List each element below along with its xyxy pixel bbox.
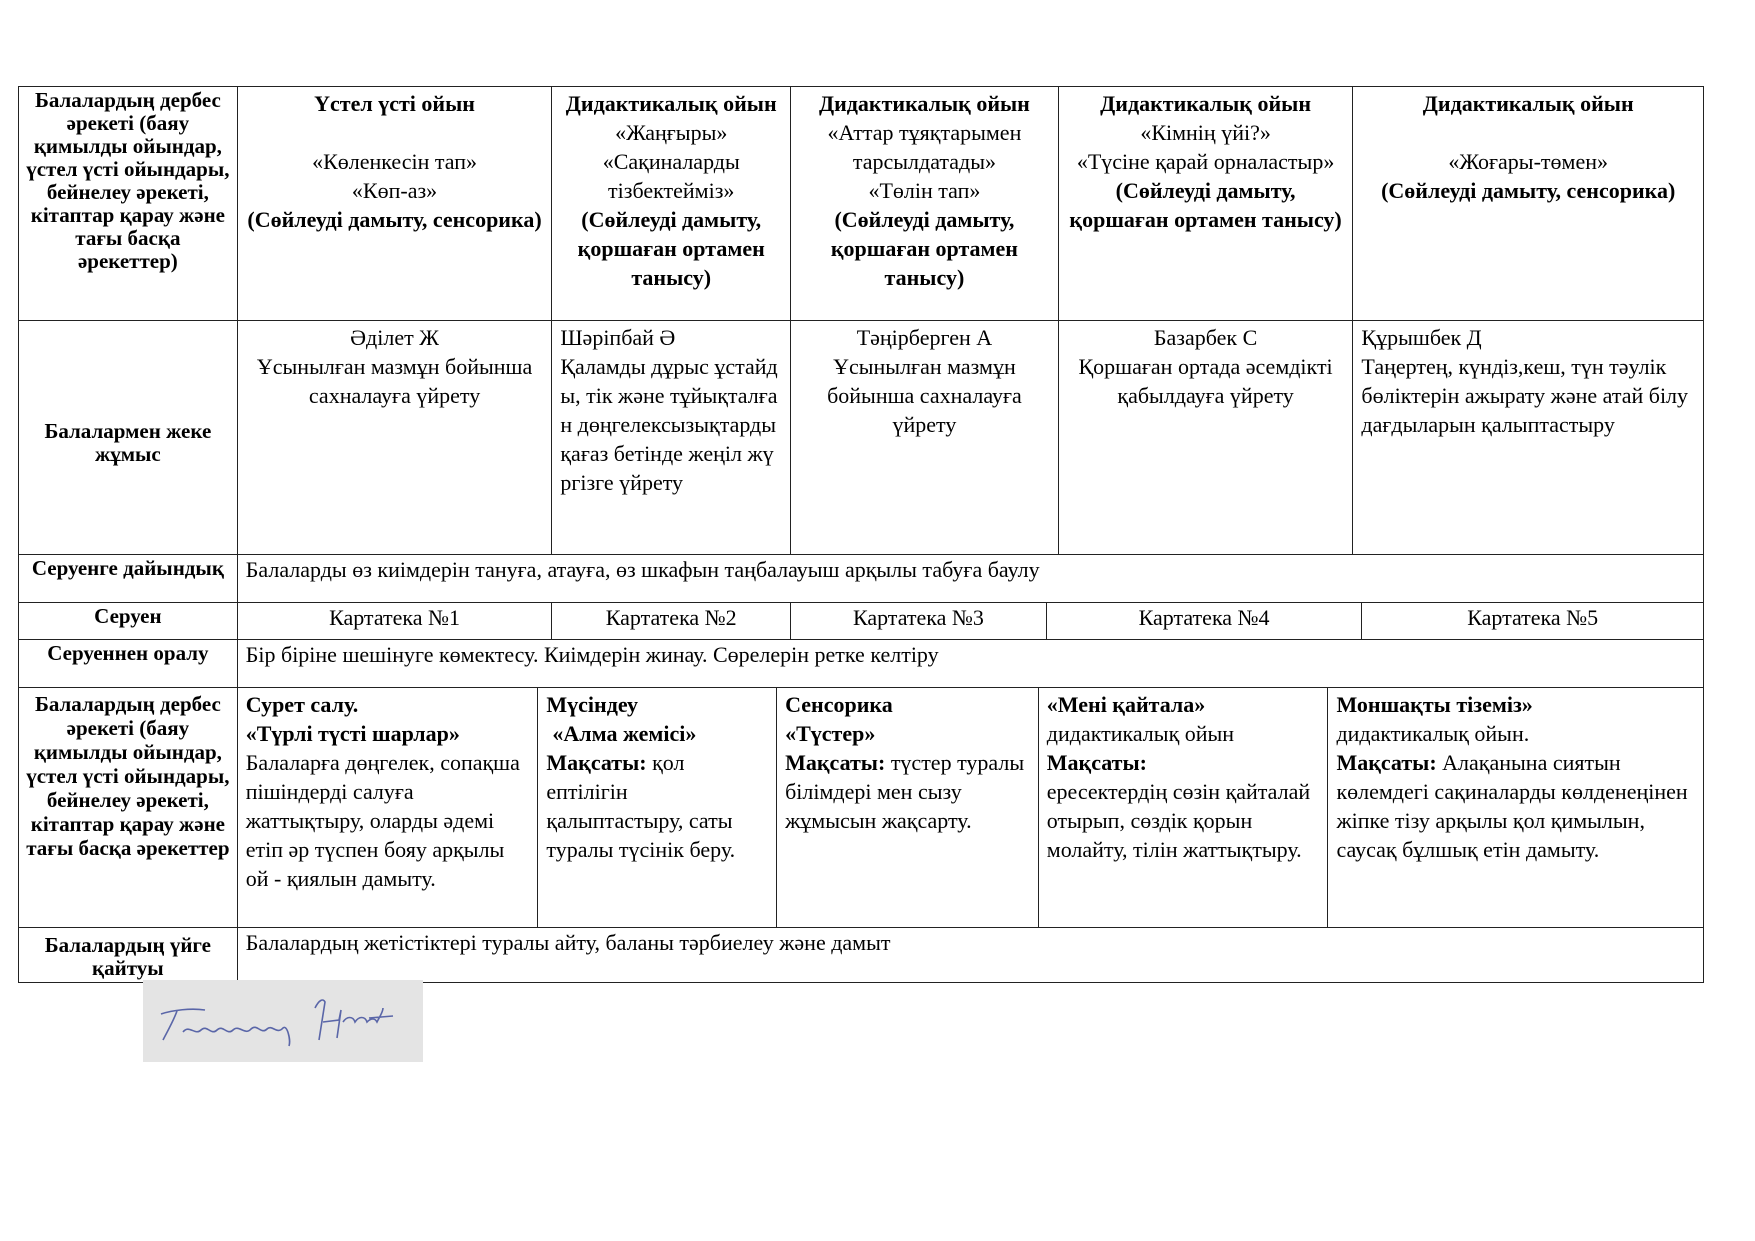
signature-stamp bbox=[143, 980, 423, 1062]
row-label-independent-2: Балалардың дербес әрекеті (баяу қимылды ойындар, үстел үсті ойындары, бейнелеу әрекеті, кітаптар қарау және тағы басқа әрекеттер bbox=[19, 688, 238, 927]
child-name: Әділет Ж bbox=[350, 325, 439, 350]
individual-cell-5 bbox=[1353, 321, 1703, 554]
game-heading: Үстел үсті ойын bbox=[314, 91, 475, 116]
game-goal: (Сөйлеуді дамыту, сенсорика) bbox=[1381, 178, 1676, 203]
game-name: «Сақиналарды тізбектейміз» bbox=[602, 149, 740, 203]
walk-card-5: Картатека №5 bbox=[1467, 605, 1599, 630]
game-heading: Дидактикалық ойын bbox=[818, 91, 1030, 116]
activity-title: «Мені қайтала» bbox=[1046, 692, 1206, 717]
activity-title: Сенсорика bbox=[785, 692, 893, 717]
games-row bbox=[18, 86, 1704, 320]
individual-task: Таңертең, күндіз,кеш, түн тәулік бөліктерін ажырату және атай білу дағдыларын қалыптастыру bbox=[1361, 354, 1689, 437]
walk-card-4: Картатека №4 bbox=[1047, 603, 1363, 639]
walk-prep-row bbox=[18, 554, 1704, 602]
game-goal: (Сөйлеуді дамыту, қоршаған ортамен танысу) bbox=[830, 207, 1018, 290]
game-heading: Дидактикалық ойын bbox=[1422, 91, 1634, 116]
activity-cell-2 bbox=[538, 688, 777, 927]
walk-card-1: Картатека №1 bbox=[238, 603, 553, 639]
individual-task: Ұсынылған мазмұн бойынша сахналауға үйрету bbox=[827, 354, 1022, 437]
goal-label: Мақсаты: bbox=[546, 750, 647, 775]
activity-title: Моншақты тіземіз» bbox=[1336, 692, 1533, 717]
individual-task: Қоршаған ортада әсемдікті қабылдауға үйрету bbox=[1078, 354, 1333, 408]
individual-cell-4 bbox=[1059, 321, 1354, 554]
individual-task: Ұсынылған мазмұн бойынша сахналауға үйрету bbox=[256, 354, 533, 408]
child-name: Базарбек С bbox=[1153, 325, 1258, 350]
row-label-independent: Балалардың дербес әрекеті (баяу қимылды ойындар, үстел үсті ойындары, бейнелеу әрекеті, кітаптар қарау және тағы басқа әрекеттер) bbox=[19, 87, 238, 320]
signature-handwriting bbox=[143, 980, 423, 1062]
goal-label: Мақсаты: bbox=[785, 750, 886, 775]
game-heading: Дидактикалық ойын bbox=[1100, 91, 1312, 116]
row-label-walk-return: Серуеннен оралу bbox=[19, 640, 238, 687]
game-name: «Жоғары-төмен» bbox=[1448, 149, 1608, 174]
child-name: Құрышбек Д bbox=[1361, 325, 1482, 350]
game-goal: (Сөйлеуді дамыту, қоршаған ортамен танысу) bbox=[577, 207, 765, 290]
walk-card-2: Картатека №2 bbox=[552, 603, 791, 639]
game-cell-4 bbox=[1059, 87, 1354, 320]
child-name: Тәңірберген А bbox=[856, 325, 993, 350]
activity-text: қол ептілігін қалыптастыру, саты туралы түсінік беру. bbox=[546, 750, 736, 862]
row-label-individual: Балалармен жеке жұмыс bbox=[19, 321, 238, 554]
walk-return-row bbox=[18, 639, 1704, 687]
activity-subtitle: «Түрлі түсті шарлар» bbox=[245, 721, 460, 746]
activities-row bbox=[18, 687, 1704, 927]
activity-type: дидактикалық ойын bbox=[1046, 721, 1235, 746]
individual-cell-2 bbox=[552, 321, 791, 554]
walk-row bbox=[18, 602, 1704, 639]
activity-text: Балаларға дөңгелек, сопақша пішіндерді салуға жаттықтыру, оларды әдемі етіп әр түспен бояу арқылы ой - қиялын дамыту. bbox=[245, 750, 520, 891]
individual-cell-1 bbox=[238, 321, 553, 554]
game-cell-5 bbox=[1353, 87, 1703, 320]
goal-label: Мақсаты: bbox=[1046, 750, 1147, 775]
row-label-going-home: Балалардың үйге қайтуы bbox=[19, 928, 238, 982]
game-goal: (Сөйлеуді дамыту, қоршаған ортамен танысу) bbox=[1069, 178, 1342, 232]
game-name: «Көленкесін тап» bbox=[312, 149, 478, 174]
game-name: «Кімнің үйі?» bbox=[1140, 120, 1271, 145]
activity-cell-4 bbox=[1039, 688, 1329, 927]
activity-subtitle: «Алма жемісі» bbox=[552, 721, 697, 746]
activity-title: Сурет салу. bbox=[245, 692, 359, 717]
activity-text: түстер туралы білімдері мен сызу жұмысын жақсарту. bbox=[785, 750, 1025, 833]
game-name: «Көп-аз» bbox=[351, 178, 438, 203]
goal-label: Мақсаты: bbox=[1336, 750, 1437, 775]
game-name: «Түсіне қарай орналастыр» bbox=[1076, 149, 1335, 174]
going-home-row bbox=[18, 927, 1704, 983]
activity-text: Алақанына сиятын көлемдегі сақиналарды көлденеңінен жіпке тізу арқылы қол қимылын, саусақ бұлшық етін дамыту. bbox=[1336, 750, 1688, 862]
activity-subtitle: «Түстер» bbox=[785, 721, 876, 746]
walk-prep-text: Балаларды өз киімдерін тануға, атауға, өз шкафын таңбалауыш арқылы табуға баулу bbox=[245, 557, 1040, 582]
individual-work-row bbox=[18, 320, 1704, 554]
game-cell-2 bbox=[552, 87, 791, 320]
daily-plan-table bbox=[18, 86, 1704, 983]
child-name: Шәріпбай Ә bbox=[560, 325, 676, 350]
activity-cell-1 bbox=[238, 688, 539, 927]
game-name: «Жаңғыры» bbox=[615, 120, 728, 145]
row-label-walk: Серуен bbox=[19, 603, 238, 639]
activity-title: Мүсіндеу bbox=[546, 692, 639, 717]
going-home-text: Балалардың жетістіктері туралы айту, баланы тәрбиелеу және дамыт bbox=[245, 930, 891, 955]
activity-cell-3 bbox=[777, 688, 1039, 927]
row-label-walk-prep: Серуенге дайындық bbox=[19, 555, 238, 602]
game-cell-1 bbox=[238, 87, 553, 320]
walk-card-3: Картатека №3 bbox=[791, 603, 1047, 639]
individual-cell-3 bbox=[791, 321, 1059, 554]
game-goal: (Сөйлеуді дамыту, сенсорика) bbox=[247, 207, 542, 232]
activity-text: ересектердің сөзін қайталай отырып, сөздік қорын молайту, тілін жаттықтыру. bbox=[1046, 779, 1311, 862]
game-name: «Аттар тұяқтарымен тарсылдатады» bbox=[827, 120, 1022, 174]
game-heading: Дидактикалық ойын bbox=[565, 91, 777, 116]
walk-return-text: Бір біріне шешінуге көмектесу. Киімдерін жинау. Сөрелерін ретке келтіру bbox=[245, 642, 939, 667]
game-cell-3 bbox=[791, 87, 1059, 320]
activity-cell-5 bbox=[1328, 688, 1703, 927]
individual-task: Қаламды дұрыс ұстайды, тік және тұйықталған дөңгелексызықтарды қағаз бетінде жеңіл жүргізге үйрету bbox=[560, 354, 778, 495]
game-name: «Төлін тап» bbox=[868, 178, 981, 203]
activity-type: дидактикалық ойын. bbox=[1336, 721, 1530, 746]
